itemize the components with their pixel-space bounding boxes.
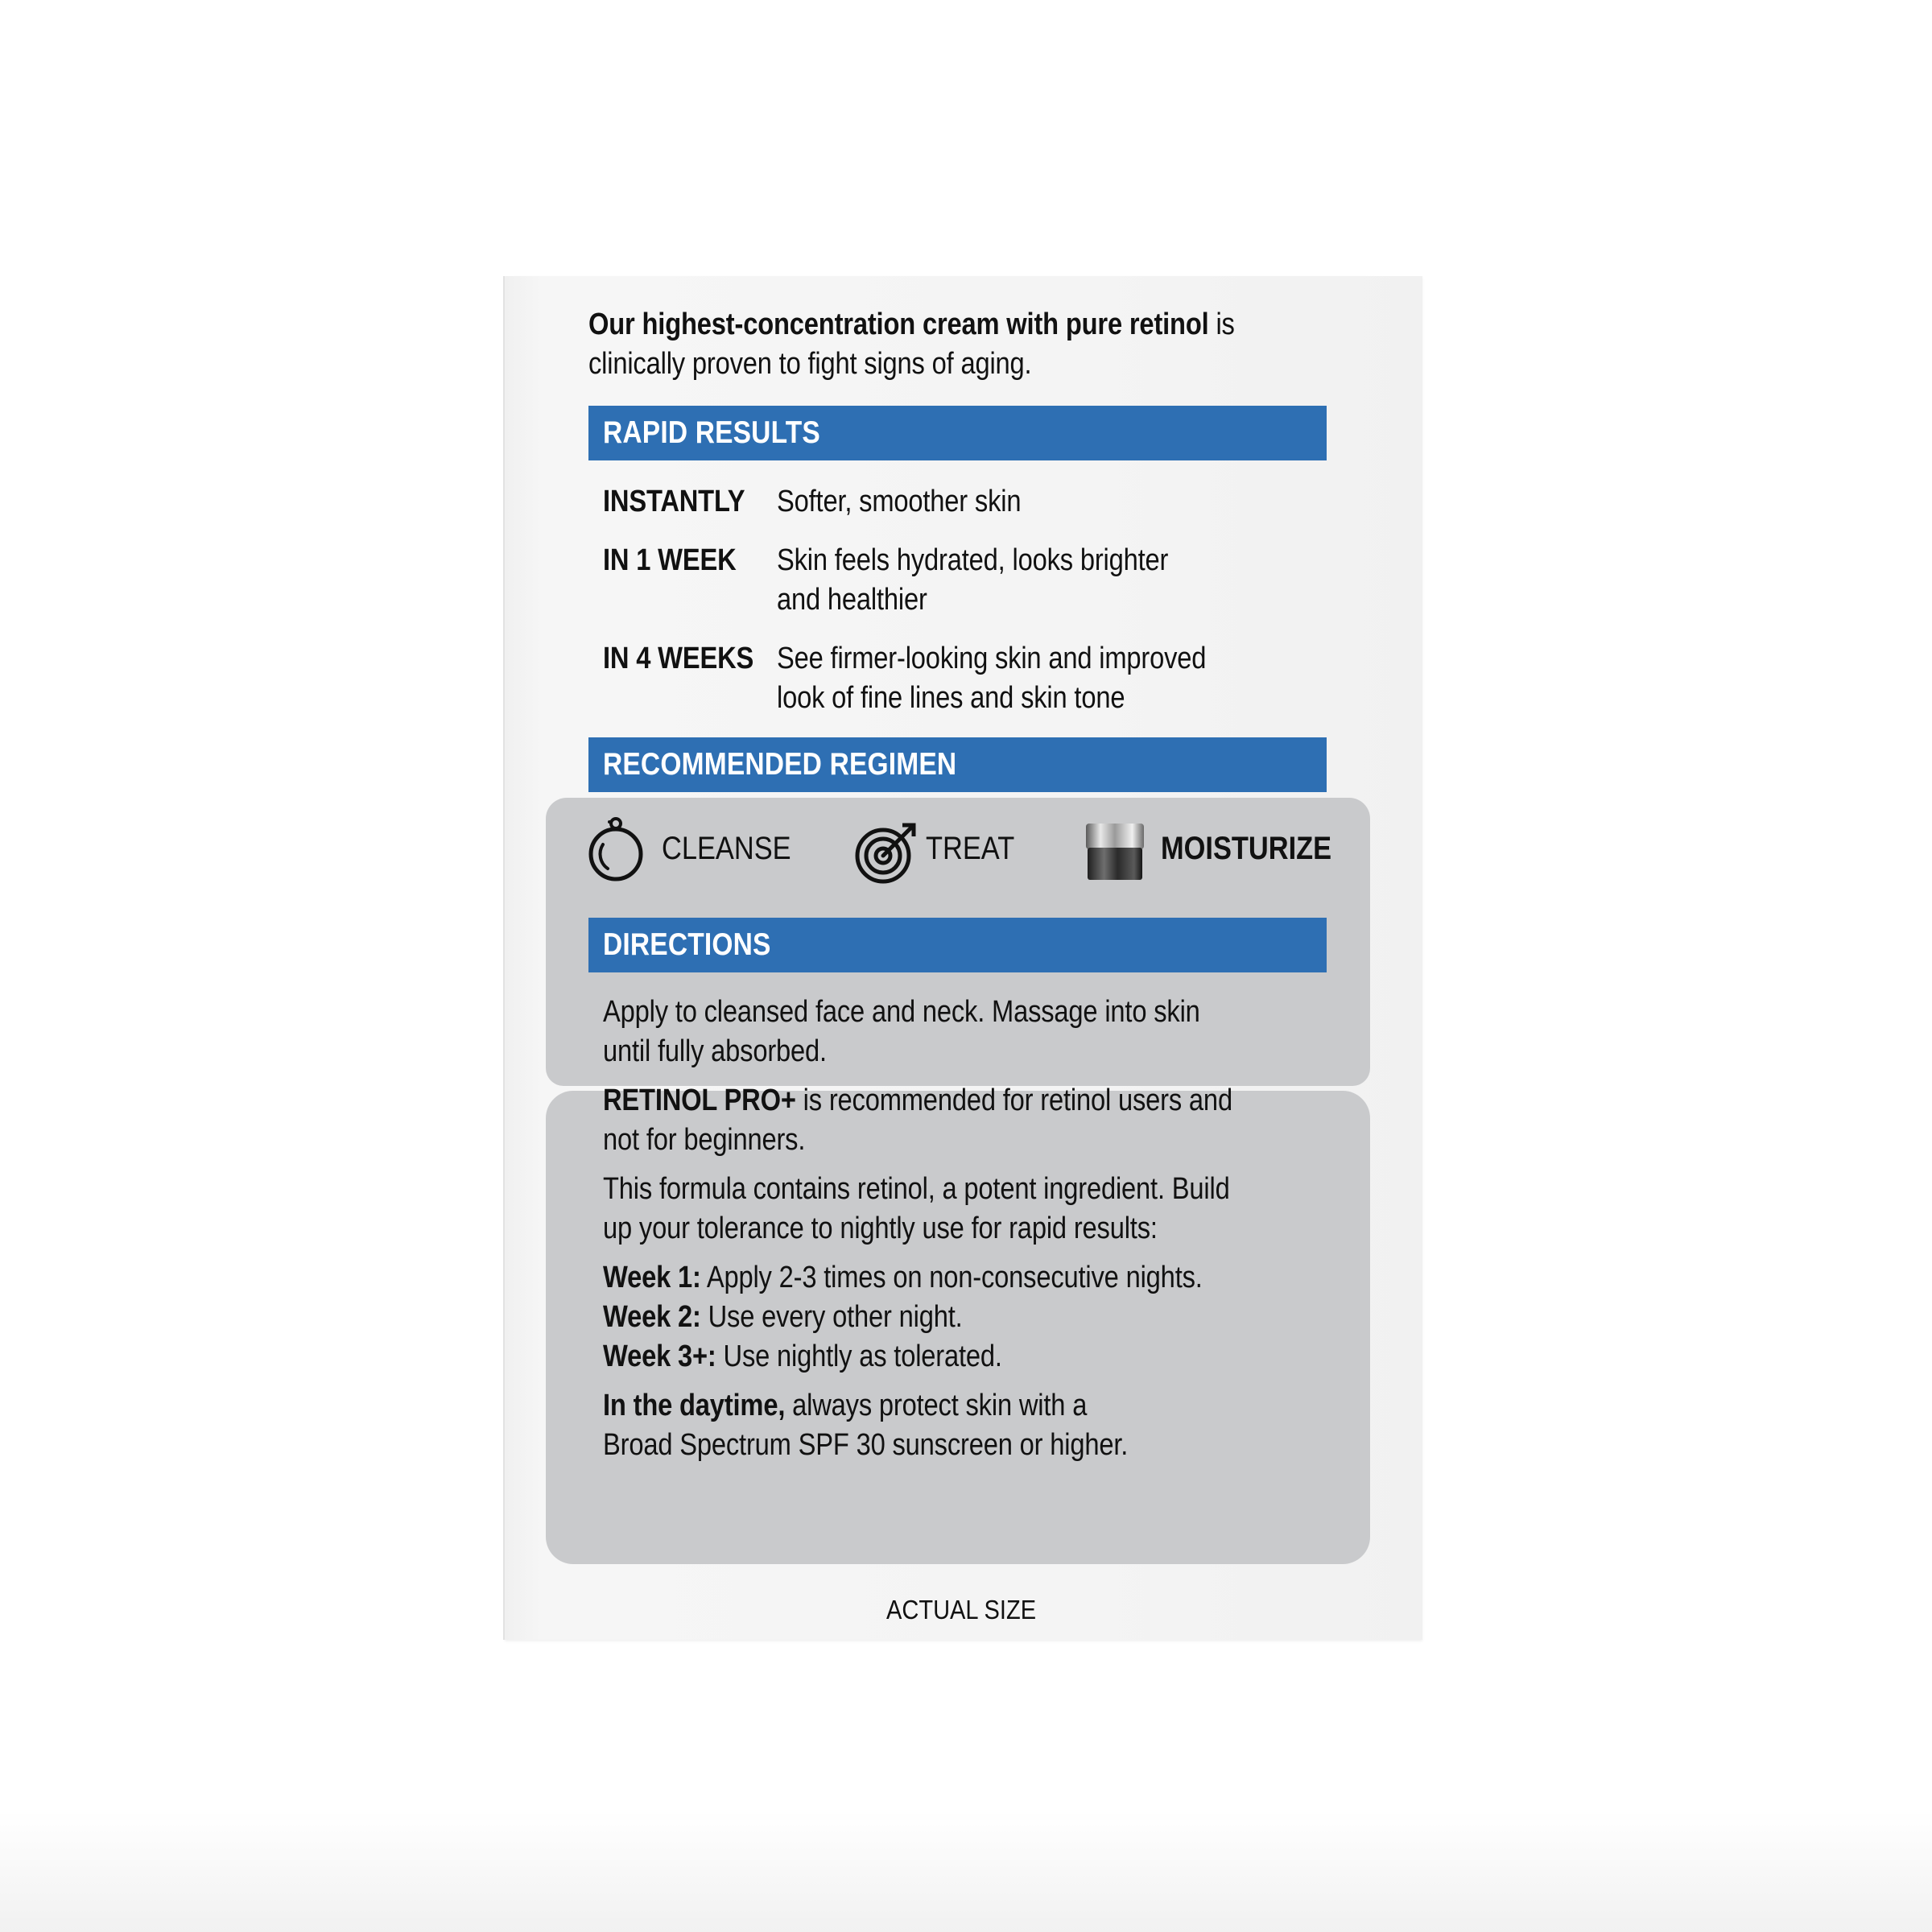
intro-line-2: clinically proven to fight signs of aging. — [588, 347, 1032, 381]
intro-line-1 — [588, 305, 1235, 345]
directions-apply-line-2: until fully absorbed. — [603, 1034, 827, 1068]
formula-line-2: up your tolerance to nightly use for rapid results: — [603, 1212, 1158, 1245]
result-text-4-weeks-line-2: look of fine lines and skin tone — [777, 681, 1125, 715]
week-1-text: Apply 2-3 times on non-consecutive nights. — [700, 1261, 1203, 1294]
daytime-line-2: Broad Spectrum SPF 30 sunscreen or higher. — [603, 1428, 1129, 1462]
week-1-label: Week 1: — [603, 1261, 701, 1294]
background-floor — [0, 1811, 1932, 1932]
regimen-step-cleanse: CLEANSE — [662, 831, 791, 866]
result-term-instantly: INSTANTLY — [603, 485, 745, 518]
result-text-1-week-line-2: and healthier — [777, 583, 927, 617]
daytime-rest: always protect skin with a — [785, 1389, 1088, 1422]
directions-header-text: DIRECTIONS — [603, 927, 771, 962]
daytime-bold: In the daytime, — [603, 1389, 786, 1422]
intro-bold: Our highest-concentration cream with pure retinol — [588, 308, 1209, 341]
formula-line-1: This formula contains retinol, a potent ingredient. Build — [603, 1172, 1230, 1206]
cream-jar-icon — [1084, 820, 1146, 883]
regimen-step-treat: TREAT — [926, 831, 1015, 866]
directions-header — [588, 918, 1327, 972]
target-icon — [854, 820, 919, 885]
result-text-instantly: Softer, smoother skin — [777, 485, 1022, 518]
warning-line-2: not for beginners. — [603, 1123, 806, 1157]
recommended-regimen-header — [588, 737, 1327, 792]
week-2-text: Use every other night. — [700, 1300, 963, 1334]
week-3-text: Use nightly as tolerated. — [716, 1340, 1002, 1373]
intro-rest: is — [1208, 308, 1235, 341]
week-2-label: Week 2: — [603, 1300, 701, 1334]
week-1-line — [603, 1258, 1203, 1298]
week-2-line — [603, 1298, 963, 1337]
regimen-step-moisturize: MOISTURIZE — [1161, 831, 1332, 866]
rapid-results-header-text: RAPID RESULTS — [603, 415, 820, 450]
result-term-1-week: IN 1 WEEK — [603, 543, 737, 577]
rapid-results-header — [588, 406, 1327, 460]
week-3-label: Week 3+: — [603, 1340, 716, 1373]
directions-apply-line-1: Apply to cleansed face and neck. Massage into skin — [603, 995, 1200, 1029]
product-name: RETINOL PRO+ — [603, 1084, 796, 1117]
actual-size-label: ACTUAL SIZE — [886, 1595, 1037, 1624]
result-text-1-week-line-1: Skin feels hydrated, looks brighter — [777, 543, 1169, 577]
cleanser-bottle-icon — [587, 817, 645, 881]
warning-line-1 — [603, 1081, 1232, 1121]
warning-rest: is recommended for retinol users and — [795, 1084, 1232, 1117]
week-3-line — [603, 1337, 1002, 1377]
recommended-regimen-header-text: RECOMMENDED REGIMEN — [603, 747, 957, 782]
product-box-back-panel — [505, 276, 1422, 1640]
result-term-4-weeks: IN 4 WEEKS — [603, 642, 754, 675]
daytime-line-1 — [603, 1386, 1087, 1426]
result-text-4-weeks-line-1: See firmer-looking skin and improved — [777, 642, 1207, 675]
